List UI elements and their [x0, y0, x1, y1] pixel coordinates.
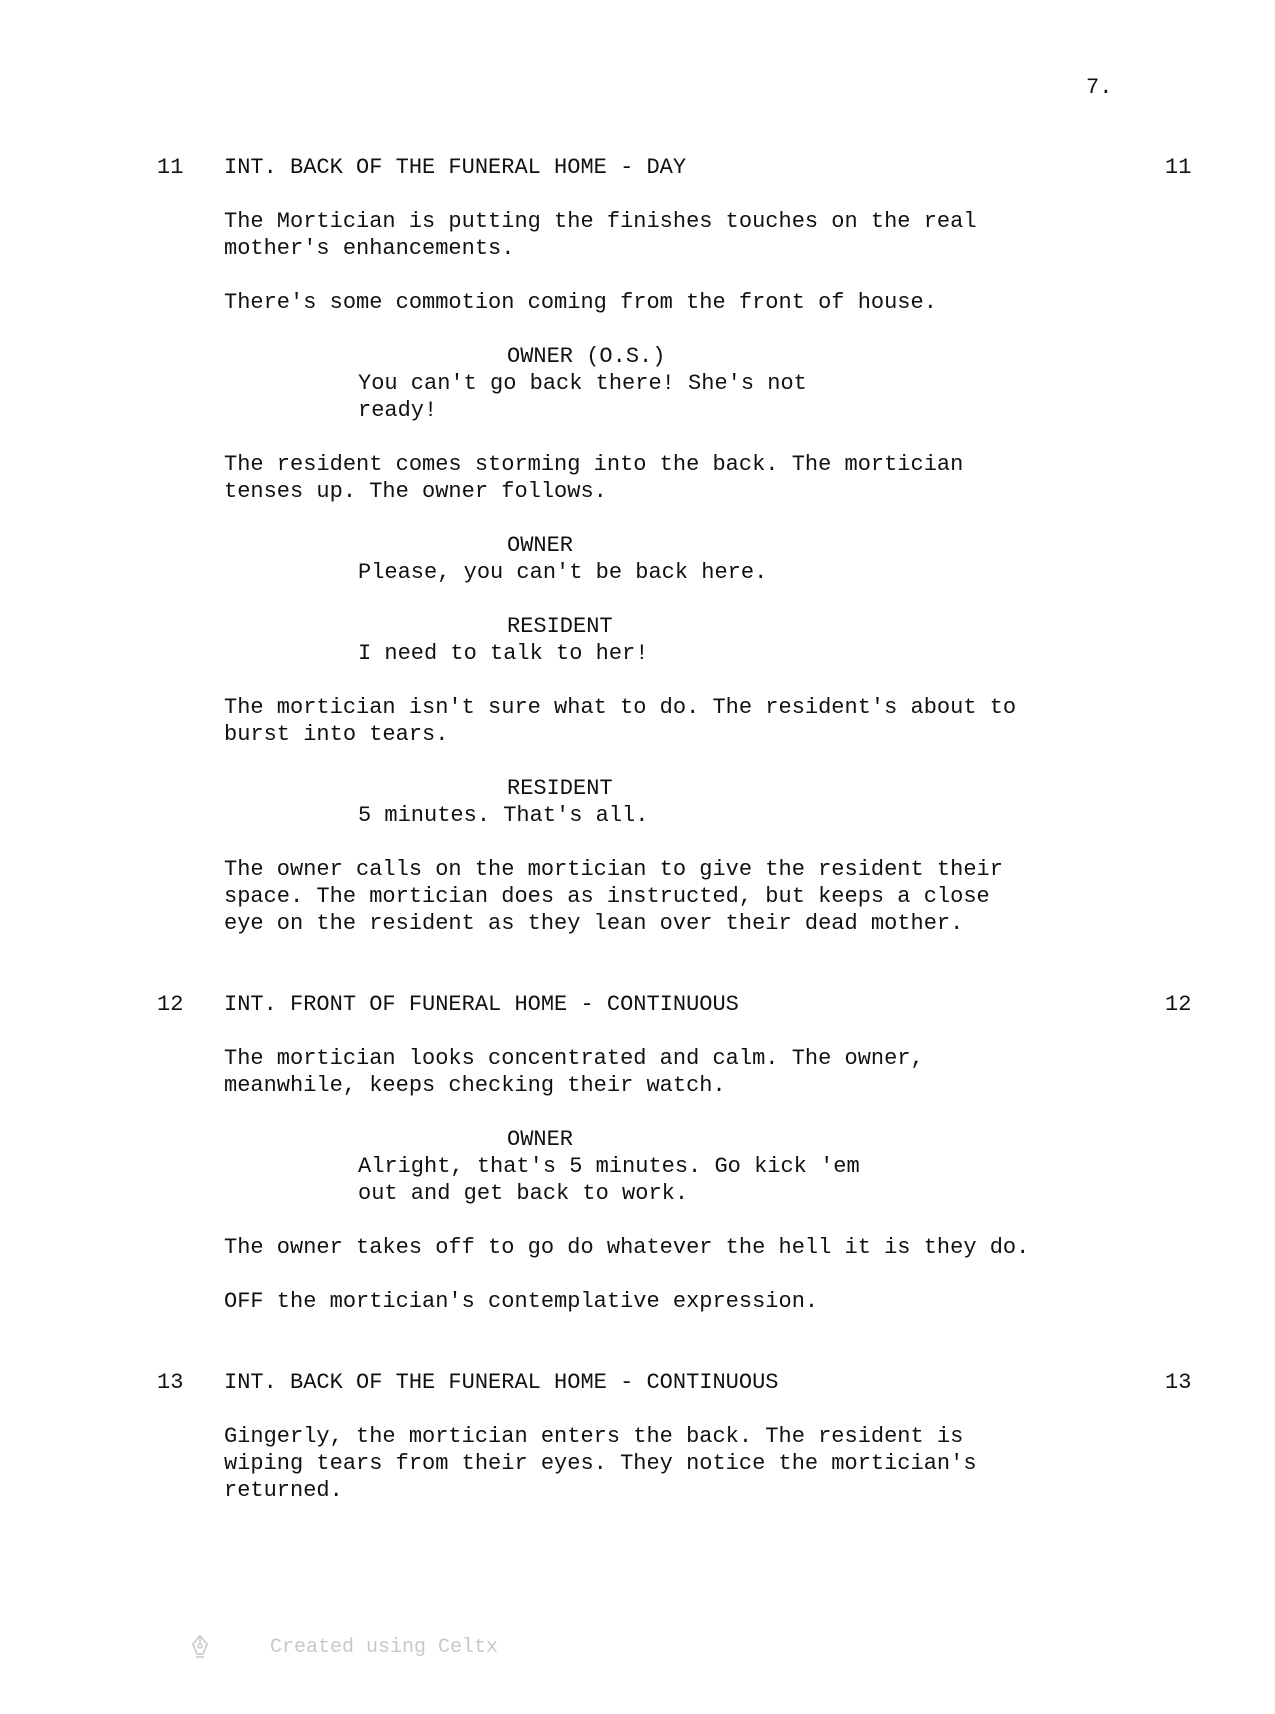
character-name: RESIDENT — [507, 776, 613, 801]
scene-number-left: 13 — [157, 1370, 184, 1395]
dialogue-line: 5 minutes. That's all. — [358, 803, 649, 828]
character-name: OWNER — [507, 533, 574, 558]
action-line: returned. — [224, 1478, 343, 1503]
action-line: space. The mortician does as instructed, but keeps a close — [224, 884, 990, 909]
action-line: There's some commotion coming from the front of house. — [224, 290, 937, 315]
action-line: OFF the mortician's contemplative expression. — [224, 1289, 819, 1314]
dialogue-line: Please, you can't be back here. — [358, 560, 768, 585]
character-name: OWNER — [507, 1127, 574, 1152]
celtx-footer — [190, 1580, 498, 1714]
dialogue-line: ready! — [358, 398, 438, 423]
dialogue-line: out and get back to work. — [358, 1181, 689, 1206]
action-line: mother's enhancements. — [224, 236, 515, 261]
action-line: meanwhile, keeps checking their watch. — [224, 1073, 726, 1098]
scene-number-right: 13 — [1165, 1370, 1192, 1395]
action-line: tenses up. The owner follows. — [224, 479, 607, 504]
page-number: 7. — [1086, 75, 1113, 100]
action-line: The Mortician is putting the finishes touches on the real — [224, 209, 977, 234]
action-line: eye on the resident as they lean over their dead mother. — [224, 911, 964, 936]
dialogue-line: I need to talk to her! — [358, 641, 649, 666]
dialogue-line: Alright, that's 5 minutes. Go kick 'em — [358, 1154, 860, 1179]
celtx-pen-icon — [190, 1580, 262, 1714]
action-line: wiping tears from their eyes. They notice the mortician's — [224, 1451, 977, 1476]
action-line: burst into tears. — [224, 722, 449, 747]
action-line: The mortician isn't sure what to do. The resident's about to — [224, 695, 1017, 720]
footer-text: Created using Celtx — [270, 1635, 499, 1659]
action-line: Gingerly, the mortician enters the back. The resident is — [224, 1424, 964, 1449]
scene-number-left: 12 — [157, 992, 184, 1017]
action-line: The owner takes off to go do whatever the hell it is they do. — [224, 1235, 1030, 1260]
scene-heading: INT. FRONT OF FUNERAL HOME - CONTINUOUS — [224, 992, 739, 1017]
dialogue-line: You can't go back there! She's not — [358, 371, 807, 396]
scene-heading: INT. BACK OF THE FUNERAL HOME - DAY — [224, 155, 687, 180]
action-line: The owner calls on the mortician to give the resident their — [224, 857, 1003, 882]
action-line: The resident comes storming into the back. The mortician — [224, 452, 964, 477]
scene-heading: INT. BACK OF THE FUNERAL HOME - CONTINUOUS — [224, 1370, 779, 1395]
action-line: The mortician looks concentrated and calm. The owner, — [224, 1046, 924, 1071]
character-name: RESIDENT — [507, 614, 613, 639]
scene-number-right: 11 — [1165, 155, 1192, 180]
scene-number-right: 12 — [1165, 992, 1192, 1017]
scene-number-left: 11 — [157, 155, 184, 180]
character-name: OWNER (O.S.) — [507, 344, 666, 369]
